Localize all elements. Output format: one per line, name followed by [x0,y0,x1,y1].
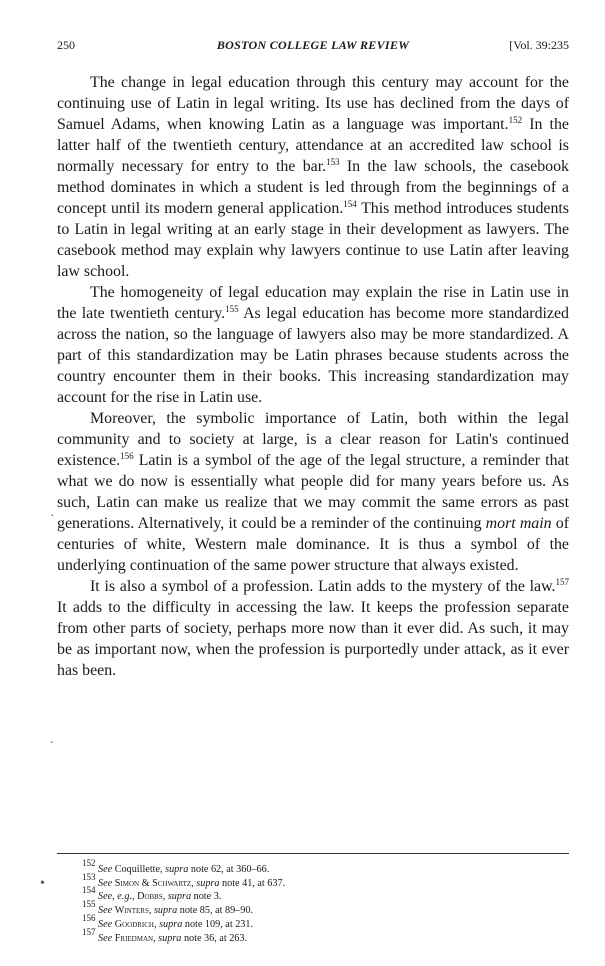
footnote-reference: 156 [120,451,134,461]
paragraph-text: Latin is a symbol of the age of the legal structure, a reminder that what we do now is essentially what people did for many years before us. As such, Latin can make us realize that we may commit the same errors as past generations. Alternatively, it could be a reminder of the continuing [57,452,569,532]
footnote-text: note 85, at 89–90. [177,905,254,917]
footnote [82,885,562,904]
footnote-italic: supra [196,877,220,889]
paragraph-text: As legal education has become more standardized across the nation, so the language of lawyers also may be more standardized. A part of this standardization may be Latin phrases because students across the country encounter them in their books. This increasing standardization may account for the rise in Latin use. [57,305,569,406]
footnote-reference: 152 [508,115,523,125]
footnote-text: , [148,905,154,917]
footnote-italic: supra [159,918,183,930]
footnote-author: Friedman [114,932,154,944]
footnote [82,926,562,946]
paragraph-text: It adds to the difficulty in accessing the law. It keeps the profession separate from other parts of society, perhaps more now than it ever did. As such, it may be as important now, when the profession is purportedly under attack, as it ever has been. [57,599,569,679]
footnote [82,871,562,891]
footnote-italic: supra [153,905,178,917]
margin-mark: • [40,876,45,891]
page-number: 250 [57,38,75,52]
footnotes [82,858,562,945]
paragraph-text: The homogeneity of legal education may explain the rise in Latin use in the late twentieth century. [57,284,569,322]
paragraph [57,72,569,282]
footnote-text: note 41, at 637. [219,877,286,889]
footnote-text: note 3. [191,891,222,903]
footnote [82,899,562,918]
paragraph-text: of centuries of white, Western male dominance. It is thus a symbol of the underlying continuation of the same power structure that always existed. [57,515,570,574]
footnote-italic: See [98,918,113,930]
footnote-text: Coquillette, [112,864,166,875]
margin-mark: · [50,509,55,524]
footnote-italic: supra [158,932,182,944]
footnote-author: Simon & Schwartz [114,877,192,889]
footnote-number: 154 [82,885,96,896]
paragraph [57,282,569,408]
footnote-number: 156 [82,912,96,923]
body-text [57,72,569,681]
footnote-number: 152 [82,858,96,868]
footnote-text: , [153,918,160,930]
footnote-text: note 62, at 360–66. [188,864,270,875]
journal-title: BOSTON COLLEGE LAW REVIEW [216,38,410,52]
footnote-text: , [153,932,159,944]
footnote-author: Dobbs [137,891,163,903]
footnote-reference: 155 [225,304,239,314]
paragraph-text: The change in legal education through this century may account for the continuing use of Latin in legal writing. Its use has declined from the days of Samuel Adams, when knowing Latin as a language was important. [57,74,569,133]
footnote-italic: See [98,905,113,917]
footnote-number: 155 [82,899,96,910]
paragraph-text: This method introduces students to Latin in legal writing at an early stage in their development as lawyers. The casebook method may explain why lawyers continue to use Latin after leaving law school. [57,200,569,280]
paragraph-text: Moreover, the symbolic importance of Latin, both within the legal community and to society at large, is a clear reason for Latin's continued existence. [57,410,569,469]
paragraph [57,408,569,576]
footnote-italic: supra [167,891,192,903]
paragraph-text: In the law schools, the casebook method dominates in which a student is led through from the beginnings of a concept until its modern general application. [57,158,569,217]
footnote-italic: See [98,932,113,944]
running-header [57,38,569,58]
footnote-text: , [132,891,138,903]
footnote-italic: See [98,877,113,889]
paragraph-italic: mort main [485,515,552,532]
footnote-number: 153 [82,871,96,882]
footnote-author: Winters [114,905,149,917]
footnote-number: 157 [82,926,96,937]
paragraph [57,576,569,681]
paragraph-text: In the latter half of the twentieth century, attendance at an accredited law school is normally necessary for entry to the bar. [57,116,569,175]
footnote-reference: 157 [555,577,569,587]
footnote-text: , [191,877,197,889]
footnote-italic: See [98,864,113,875]
footnote-italic: See, e.g. [98,891,132,903]
footnote-reference: 153 [326,157,340,167]
footnote-separator [57,853,569,854]
margin-mark: . [50,732,54,747]
footnote-author: Goodrich [114,918,154,930]
footnote-italic: supra [165,864,189,875]
volume-reference: [Vol. 39:235 [509,38,569,52]
footnote-reference: 154 [343,199,357,209]
footnote-text: note 36, at 263. [181,932,248,944]
footnote [82,858,562,877]
footnote [82,912,562,932]
footnote-text: note 109, at 231. [182,918,254,930]
footnote-text: , [162,891,168,903]
paragraph-text: It is also a symbol of a profession. Latin adds to the mystery of the law. [90,578,556,595]
